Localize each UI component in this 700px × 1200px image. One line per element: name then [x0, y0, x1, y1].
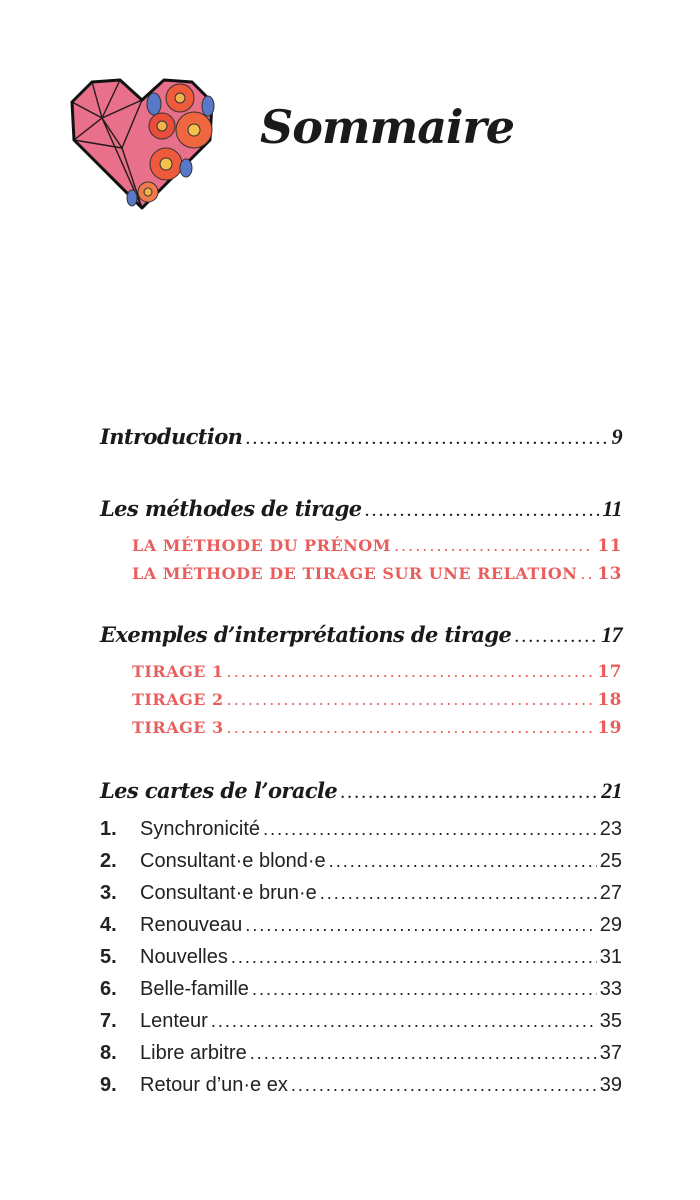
dot-leader [320, 883, 597, 904]
toc-card-item[interactable] [100, 1042, 622, 1065]
toc-card-label: Libre arbitre [140, 1042, 247, 1064]
toc-page-number: 23 [599, 818, 622, 840]
toc-page-number: 33 [599, 978, 622, 1000]
toc-card-label: Retour d’un·e ex [140, 1074, 288, 1096]
toc-card-number: 3. [100, 882, 117, 904]
toc-page-number: 11 [602, 496, 622, 521]
toc-subitem[interactable] [132, 564, 622, 584]
toc-page-number: 27 [599, 882, 622, 904]
toc-subitem[interactable] [132, 662, 622, 682]
toc-card-number: 2. [100, 850, 117, 872]
toc-card-number: 7. [100, 1010, 117, 1032]
toc-card-number: 9. [100, 1074, 117, 1096]
toc-card-item[interactable] [100, 818, 622, 841]
toc-subitem-label: LA MÉTHODE DE TIRAGE SUR UNE RELATION [132, 564, 578, 583]
toc-card-item[interactable] [100, 1010, 622, 1033]
page-title: Sommaire [260, 100, 515, 154]
toc-page-number: 13 [597, 564, 622, 584]
dot-leader [580, 564, 594, 583]
toc-page-number: 17 [601, 622, 622, 647]
dot-leader [227, 718, 595, 737]
toc-page-number: 9 [611, 424, 622, 449]
toc-subitem-label: TIRAGE 3 [132, 718, 224, 737]
toc-subitem-label: TIRAGE 2 [132, 690, 224, 709]
toc-card-number: 1. [100, 818, 117, 840]
toc-card-item[interactable] [100, 946, 622, 969]
toc-card-item[interactable] [100, 978, 622, 1001]
toc-page-number: 25 [599, 850, 622, 872]
toc-page-number: 35 [599, 1010, 622, 1032]
toc-section-exemples[interactable] [100, 622, 622, 648]
toc-page-number: 37 [599, 1042, 622, 1064]
toc-card-label: Synchronicité [140, 818, 261, 840]
toc-section-label: Les méthodes de tirage [100, 496, 362, 521]
toc-page-number: 17 [597, 662, 622, 682]
heart-flowers-icon [62, 68, 222, 216]
dot-leader [329, 851, 597, 872]
toc-card-number: 5. [100, 946, 117, 968]
toc-subitem[interactable] [132, 718, 622, 738]
toc-card-item[interactable] [100, 882, 622, 905]
toc-card-item[interactable] [100, 850, 622, 873]
toc-section-introduction[interactable] [100, 424, 622, 450]
toc-card-number: 4. [100, 914, 117, 936]
dot-leader [227, 662, 595, 681]
toc-page-number: 31 [599, 946, 622, 968]
toc-section-methodes[interactable] [100, 496, 622, 522]
toc-subitem-label: TIRAGE 1 [132, 662, 224, 681]
toc-card-number: 6. [100, 978, 117, 1000]
toc-card-label: Belle-famille [140, 978, 249, 1000]
dot-leader [245, 915, 596, 936]
toc-section-cartes[interactable] [100, 778, 622, 804]
toc-card-label: Nouvelles [140, 946, 228, 968]
toc-page-number: 21 [601, 778, 622, 803]
dot-leader [263, 819, 597, 840]
toc-section-label: Les cartes de l’oracle [100, 778, 338, 803]
toc-page-number: 18 [597, 690, 622, 710]
toc-section-label: Exemples d’interprétations de tirage [100, 622, 512, 647]
toc-card-number: 8. [100, 1042, 117, 1064]
dot-leader [394, 536, 594, 555]
dot-leader [245, 427, 608, 450]
toc-section-label: Introduction [100, 424, 243, 449]
toc-card-label: Renouveau [140, 914, 243, 936]
dot-leader [227, 690, 595, 709]
toc-page-number: 29 [599, 914, 622, 936]
toc-card-label: Lenteur [140, 1010, 208, 1032]
toc-card-label: Consultant·e brun·e [140, 882, 317, 904]
dot-leader [340, 781, 598, 804]
dot-leader [291, 1075, 597, 1096]
toc-card-item[interactable] [100, 914, 622, 937]
toc-subitem-label: LA MÉTHODE DU PRÉNOM [132, 536, 391, 555]
dot-leader [250, 1043, 597, 1064]
toc-card-item[interactable] [100, 1074, 622, 1097]
dot-leader [514, 625, 598, 648]
toc-page-number: 11 [597, 536, 622, 556]
dot-leader [211, 1011, 597, 1032]
toc-page-number: 39 [599, 1074, 622, 1096]
toc-page-number: 19 [597, 718, 622, 738]
dot-leader [252, 979, 597, 1000]
toc-subitem[interactable] [132, 690, 622, 710]
toc-card-label: Consultant·e blond·e [140, 850, 326, 872]
dot-leader [231, 947, 597, 968]
toc-subitem[interactable] [132, 536, 622, 556]
dot-leader [365, 499, 600, 522]
